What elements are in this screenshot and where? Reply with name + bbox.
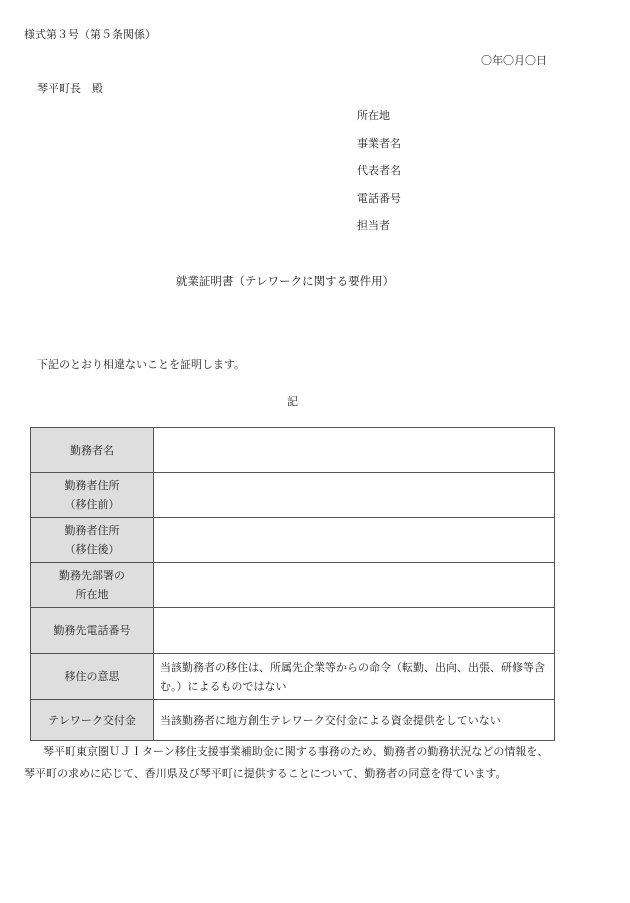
- row-label: 勤務者名: [31, 428, 154, 473]
- row-label: 勤務先部署の 所在地: [31, 563, 154, 608]
- row-label: 移住の意思: [31, 654, 154, 700]
- table-row-workplace-phone: [31, 608, 555, 654]
- workplace-phone-field[interactable]: [154, 608, 555, 654]
- table-row-address-after: [31, 518, 555, 563]
- document-title: 就業証明書（テレワークに関する要件用）: [175, 274, 395, 288]
- applicant-field-contact-person: 担当者: [357, 219, 390, 232]
- relocation-intent-text: 当該勤務者の移住は、所属先企業等からの命令（転勤、出向、出張、研修等含む。）によるものではない: [154, 654, 555, 700]
- applicant-field-phone: 電話番号: [357, 192, 401, 205]
- row-label: テレワーク交付金: [31, 700, 154, 741]
- applicant-field-business-name: 事業者名: [357, 137, 401, 150]
- address-after-field[interactable]: [154, 518, 555, 563]
- table-row-worker-name: [31, 428, 555, 473]
- applicant-field-location: 所在地: [357, 109, 390, 122]
- table-row-relocation-intent: [31, 654, 555, 700]
- row-label: 勤務者住所 （移住前）: [31, 473, 154, 518]
- table-row-workplace-location: [31, 563, 555, 608]
- certify-statement: 下記のとおり相違ないことを証明します。: [37, 358, 246, 371]
- workplace-location-field[interactable]: [154, 563, 555, 608]
- applicant-field-representative: 代表者名: [357, 164, 401, 177]
- table-row-telework-grant: [31, 700, 555, 741]
- certificate-table: [30, 427, 555, 741]
- ki-heading: 記: [287, 395, 298, 408]
- row-label: 勤務者住所 （移住後）: [31, 518, 154, 563]
- consent-footnote: 琴平町東京圏ＵＪＩターン移住支援事業補助金に関する事務のため、勤務者の勤務状況などの情報を、琴平町の求めに応じて、香川県及び琴平町に提供することについて、勤務者の同意を得ています。: [24, 745, 549, 780]
- table-row-address-before: [31, 473, 555, 518]
- addressee: 琴平町長 殿: [37, 82, 103, 95]
- form-number: 様式第３号（第５条関係）: [24, 28, 156, 41]
- date-line: 〇年〇月〇日: [481, 54, 547, 67]
- telework-grant-text: 当該勤務者に地方創生テレワーク交付金による資金提供をしていない: [154, 700, 555, 741]
- worker-name-field[interactable]: [154, 428, 555, 473]
- row-label: 勤務先電話番号: [31, 608, 154, 654]
- address-before-field[interactable]: [154, 473, 555, 518]
